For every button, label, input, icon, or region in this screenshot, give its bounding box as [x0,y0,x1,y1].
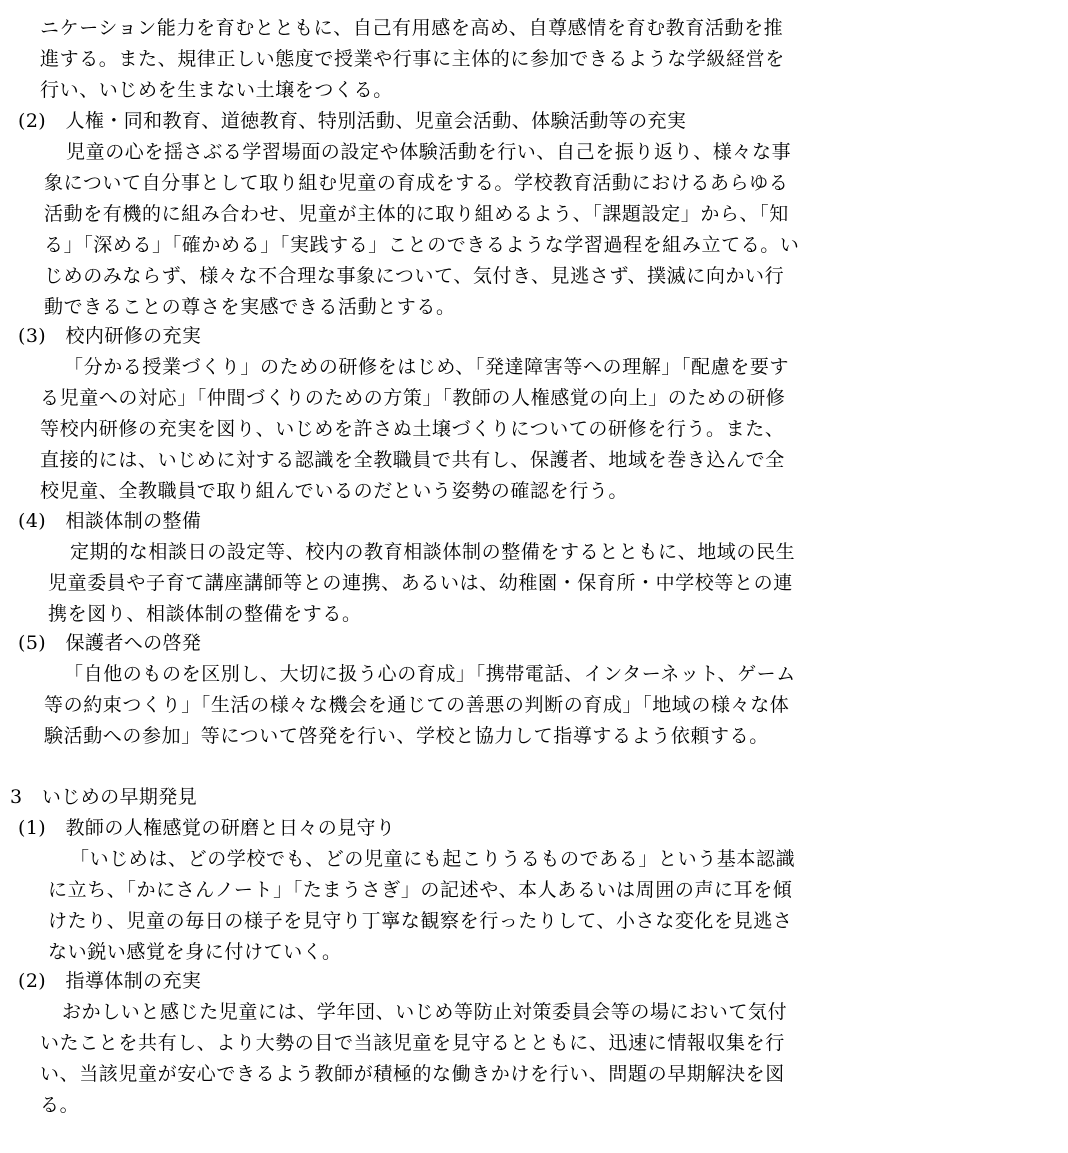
chapter-3-section-2-line-3: い、当該児童が安心できるよう教師が積極的な働きかけを行い、問題の早期解決を図 [40,1063,785,1085]
section-4-heading: (4) 相談体制の整備 [18,510,202,532]
chapter-3-section-1-heading: (1) 教師の人権感覚の研磨と日々の見守り [18,817,396,839]
section-3-line-1: 「分かる授業づくり」のための研修をはじめ、「発達障害等への理解」「配慮を要す [64,356,790,378]
section-2-line-3: 活動を有機的に組み合わせ、児童が主体的に取り組めるよう、「課題設定」から、「知 [44,203,789,225]
section-5-heading: (5) 保護者への啓発 [18,632,202,654]
chapter-3-section-1-line-4: ない鋭い感覚を身に付けていく。 [48,941,342,963]
section-4-line-1: 定期的な相談日の設定等、校内の教育相談体制の整備をするとともに、地域の民生 [70,541,796,563]
chapter-3-heading: 3 いじめの早期発見 [10,786,198,808]
section-2-line-1: 児童の心を揺さぶる学習場面の設定や体験活動を行い、自己を振り返り、様々な事 [66,141,792,163]
intro-line-3: 行い、いじめを生まない土壌をつくる。 [40,79,393,101]
chapter-3-section-1-line-3: けたり、児童の毎日の様子を見守り丁寧な観察を行ったりして、小さな変化を見逃さ [48,910,793,932]
intro-line-1: ニケーション能力を育むとともに、自己有用感を高め、自尊感情を育む教育活動を推 [40,17,784,39]
chapter-3-section-2-heading: (2) 指導体制の充実 [18,970,202,992]
section-3-line-3: 等校内研修の充実を図り、いじめを許さぬ土壌づくりについての研修を行う。また、 [40,418,785,440]
section-4-line-3: 携を図り、相談体制の整備をする。 [48,603,362,625]
section-2-line-2: 象について自分事として取り組む児童の育成をする。学校教育活動におけるあらゆる [44,172,789,194]
intro-line-2: 進する。また、規律正しい態度で授業や行事に主体的に参加できるような学級経営を [40,48,785,70]
chapter-3-section-1-line-2: に立ち、「かにさんノート」「たまうさぎ」の記述や、本人あるいは周囲の声に耳を傾 [48,879,793,901]
section-3-line-5: 校児童、全教職員で取り組んでいるのだという姿勢の確認を行う。 [40,480,629,502]
section-2-line-5: じめのみならず、様々な不合理な事象について、気付き、見逃さず、撲滅に向かい行 [44,265,785,287]
section-2-heading: (2) 人権・同和教育、道徳教育、特別活動、児童会活動、体験活動等の充実 [18,110,687,132]
section-3-line-2: る児童への対応」「仲間づくりのための方策」「教師の人権感覚の向上」のための研修 [40,387,786,409]
section-5-line-3: 験活動への参加」等について啓発を行い、学校と協力して指導するよう依頼する。 [44,725,769,747]
chapter-3-section-1-line-1: 「いじめは、どの学校でも、どの児童にも起こりうるものである」という基本認識 [70,848,796,870]
section-5-line-2: 等の約束つくり」「生活の様々な機会を通じての善悪の判断の育成」「地域の様々な体 [44,694,790,716]
section-2-line-4: る」「深める」「確かめる」「実践する」ことのできるような学習過程を組み立てる。い [44,234,800,256]
section-5-line-1: 「自他のものを区別し、大切に扱う心の育成」「携帯電話、インターネット、ゲーム [64,663,796,685]
section-2-line-6: 動できることの尊さを実感できる活動とする。 [44,296,456,318]
chapter-3-section-2-line-2: いたことを共有し、より大勢の目で当該児童を見守るとともに、迅速に情報収集を行 [40,1032,785,1054]
section-3-heading: (3) 校内研修の充実 [18,325,202,347]
chapter-3-section-2-line-4: る。 [40,1094,80,1116]
section-4-line-2: 児童委員や子育て講座講師等との連携、あるいは、幼稚園・保育所・中学校等との連 [48,572,793,594]
chapter-3-section-2-line-1: おかしいと感じた児童には、学年団、いじめ等防止対策委員会等の場において気付 [62,1001,788,1023]
section-3-line-4: 直接的には、いじめに対する認識を全教職員で共有し、保護者、地域を巻き込んで全 [40,449,785,471]
